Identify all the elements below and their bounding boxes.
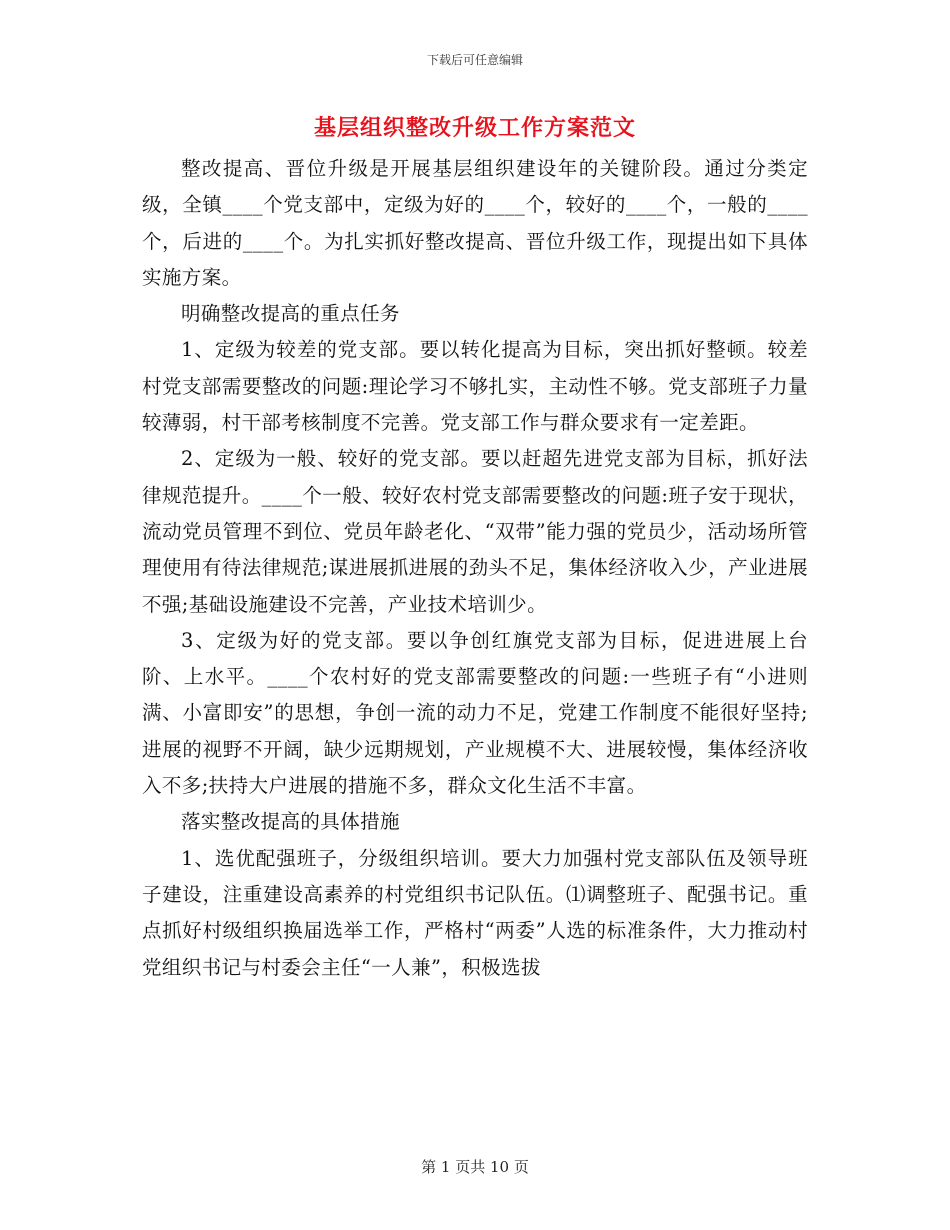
paragraph-intro: 整改提高、晋位升级是开展基层组织建设年的关键阶段。通过分类定级，全镇____个党支部中，定级为好的____个，较好的____个，一般的____个，后进的____个。为扎实抓好整改提高、晋位升级工作，现提出如下具体实施方案。: [142, 157, 808, 289]
paragraph-measure-1: 1、选优配强班子，分级组织培训。要大力加强村党支部队伍及领导班子建设，注重建设高素养的村党组织书记队伍。⑴调整班子、配强书记。重点抓好村级组织换届选举工作，严格村“两委”人选的标准条件，大力推动村党组织书记与村委会主任“一人兼”，积极选拔: [142, 846, 808, 979]
paragraph-task-3: 3、定级为好的党支部。要以争创红旗党支部为目标，促进进展上台阶、上水平。____个农村好的党支部需要整改的问题:一些班子有“小进则满、小富即安”的思想，争创一流的动力不足，党建工作制度不能很好坚持;进展的视野不开阔，缺少远期规划，产业规模不大、进展较慢，集体经济收入不多;扶持大户进展的措施不多，群众文化生活不丰富。: [142, 628, 808, 798]
document-body: [142, 151, 808, 986]
page-header-note: 下载后可任意编辑: [426, 53, 523, 67]
page-number-footer: 第 1 页共 10 页: [421, 1158, 529, 1176]
section-heading-measures: 落实整改提高的具体措施: [181, 810, 400, 834]
paragraph-task-2: 2、定级为一般、较好的党支部。要以赶超先进党支部为目标，抓好法律规范提升。____个一般、较好农村党支部需要整改的问题:班子安于现状，流动党员管理不到位、党员年龄老化、“双带”能力强的党员少，活动场所管理使用有待法律规范;谋进展抓进展的劲头不足，集体经济收入少，产业进展不强;基础设施建设不完善，产业技术培训少。: [142, 447, 808, 616]
section-heading-tasks: 明确整改提高的重点任务: [181, 302, 400, 326]
document-title: 基层组织整改升级工作方案范文: [313, 115, 636, 141]
paragraph-task-1: 1、定级为较差的党支部。要以转化提高为目标，突出抓好整顿。较差村党支部需要整改的问题:理论学习不够扎实，主动性不够。党支部班子力量较薄弱，村干部考核制度不完善。党支部工作与群众要求有一定差距。: [142, 338, 808, 435]
